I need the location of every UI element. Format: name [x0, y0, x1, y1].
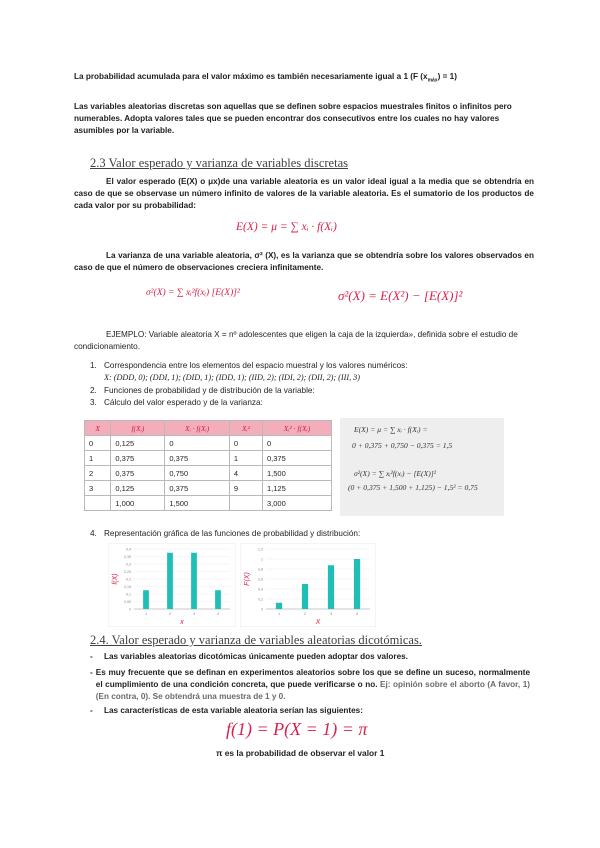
table-header: X	[85, 421, 111, 436]
x-tick-label: 2	[303, 612, 307, 616]
bar	[328, 565, 334, 609]
y-tick-label: 0,05	[124, 600, 131, 604]
dichotomic-list	[90, 651, 530, 717]
accumulated-probability-line: La probabilidad acumulada para el valor máximo es también necesariamente igual a 1 (F $(x_{máx}) = 1$)	[74, 72, 457, 84]
section-title-2-3: 2.3 Valor esperado y varianza de variables discretas	[90, 156, 348, 170]
x-tick-label: 4	[355, 612, 359, 616]
bar	[191, 553, 197, 609]
pi-note: π es la probabilidad de observar el valor 1	[216, 748, 385, 758]
expected-value-paragraph: El valor esperado (E(X) o μx)de una variable aleatoria es un valor ideal igual a la media que se obtendría en caso de que se observase un número infinito de valores de la variable aleatoria. Es el sumatorio de los productos de cada valor por su probabilidad:	[74, 177, 534, 210]
bar	[302, 584, 308, 609]
y-tick-label: 1	[261, 557, 263, 562]
x-tick-label: 3	[192, 612, 196, 616]
x-axis-label: X	[315, 619, 321, 626]
y-tick-label: 0,25	[124, 570, 131, 574]
y-tick-label: 0	[129, 607, 131, 612]
y-tick-label: 0,4	[126, 547, 131, 552]
y-tick-label: 0,6	[258, 577, 263, 582]
table-header: f(Xᵢ)	[111, 421, 165, 436]
bar	[167, 553, 173, 609]
list-item: 3. Cálculo del valor esperado y de la varianza:	[90, 398, 263, 407]
y-tick-label: 0,35	[124, 555, 131, 559]
y-tick-label: 0	[261, 607, 263, 612]
bar	[354, 559, 360, 609]
x-tick-label: 3	[329, 612, 333, 616]
discrete-definition: Las variables aleatorias discretas son aquellas que se definen sobre espacios muestrales finitos o infinitos pero numerables. Adopta valores tales que se pueden encontrar dos consecutivos entre los cuales no hay valores asumibles por la variable.	[74, 102, 512, 135]
table-header: Xᵢ²	[229, 421, 262, 436]
list-item: X: (DDD, 0); (DDI, 1); (DID, 1); (IDD, 1); (IID, 2); (IDI, 2); (DII, 2); (III, 3)	[104, 373, 360, 382]
x-tick-label: 2	[168, 612, 172, 616]
x-axis-label: x	[180, 619, 184, 626]
bar	[143, 590, 149, 609]
graph-item: 4. Representación gráfica de las funciones de probabilidad y distribución:	[90, 529, 361, 538]
dichotomic-formula: f(1) = P(X = 1) = π	[226, 719, 368, 739]
y-tick-label: 0,4	[258, 587, 263, 592]
list-item: - Es muy frecuente que se definan en experimentos aleatorios sobre los que se define un suceso, normalmente el cumplimiento de una condición concreta, que puede verificarse o no. Ej: opinión sobre el aborto (A favor, 1) (En contra, 0). Se obtendrá una muestra de 1 y 0.	[90, 668, 530, 701]
bar	[215, 590, 221, 609]
y-tick-label: 0,2	[258, 597, 263, 602]
variance-formula-1: σ²(X) = ∑ xᵢ²f(xᵢ) [E(X)]²	[146, 288, 240, 298]
calculation-box: E(X) = μ = ∑ xᵢ · f(Xᵢ) = 0 + 0,375 + 0,750 − 0,375 = 1,5 σ²(X) = ∑ xᵢ²f(xᵢ) − [E(X)]² (0 + 0,375 + 1,500 + 1,125) − 1,5² = 0,75	[340, 418, 504, 516]
table-header-row	[85, 421, 332, 436]
table-row: 3 0,125 0,375 9 1,125	[85, 481, 332, 496]
table-row: 0 0,125 0 0 0	[85, 436, 332, 451]
list-item: - Las variables aleatorias dicotómicas únicamente pueden adoptar dos valores.	[90, 652, 408, 661]
y-tick-label: 0,3	[126, 562, 131, 567]
y-tick-label: 0,1	[126, 592, 131, 597]
x-tick-label: 1	[277, 612, 281, 616]
y-tick-label: 1,2	[258, 547, 263, 552]
section-title-2-4: 2.4. Valor esperado y varianza de variables aleatorias dicotómicas.	[90, 633, 422, 647]
variance-formula-2: σ²(X) = E(X²) − [E(X)]²	[338, 288, 463, 303]
distribution-function-chart	[240, 543, 376, 627]
table-total-row: 1,000 1,500 3,000	[85, 496, 332, 511]
probability-function-chart	[108, 543, 236, 627]
y-tick-label: 0,8	[258, 567, 263, 572]
x-tick-label: 4	[216, 612, 220, 616]
x-tick-label: 1	[144, 612, 148, 616]
bar	[276, 603, 282, 609]
y-tick-label: 0,2	[126, 577, 131, 582]
list-item: - Las características de esta variable aleatoria serían las siguientes:	[90, 706, 363, 715]
table-header: Xᵢ² · f(Xᵢ)	[263, 421, 332, 436]
example-list	[90, 360, 530, 409]
table-row: 2 0,375 0,750 4 1,500	[85, 466, 332, 481]
calculation-table	[84, 420, 332, 511]
example-intro: EJEMPLO: Variable aleatoria X = nº adolescentes que eligen la caja de la izquierda», definida sobre el estudio de condicionamiento.	[74, 330, 518, 351]
variance-paragraph: La varianza de una variable aleatoria, σ² (X), es la varianza que se obtendría sobre los valores observados en caso de que el número de observaciones creciera infinitamente.	[74, 251, 534, 272]
y-tick-label: 0,15	[124, 585, 131, 589]
expected-value-formula: E(X) = μ = ∑ xᵢ · f(Xᵢ)	[236, 221, 337, 233]
y-axis-label: F(X)	[244, 572, 251, 586]
table-row: 1 0,375 0,375 1 0,375	[85, 451, 332, 466]
table-header: Xᵢ · f(Xᵢ)	[165, 421, 230, 436]
y-axis-label: f(X)	[112, 573, 119, 585]
list-item: 1. Correspondencia entre los elementos del espacio muestral y los valores numéricos:	[90, 361, 408, 370]
list-item: 2. Funciones de probabilidad y de distribución de la variable:	[90, 386, 315, 395]
